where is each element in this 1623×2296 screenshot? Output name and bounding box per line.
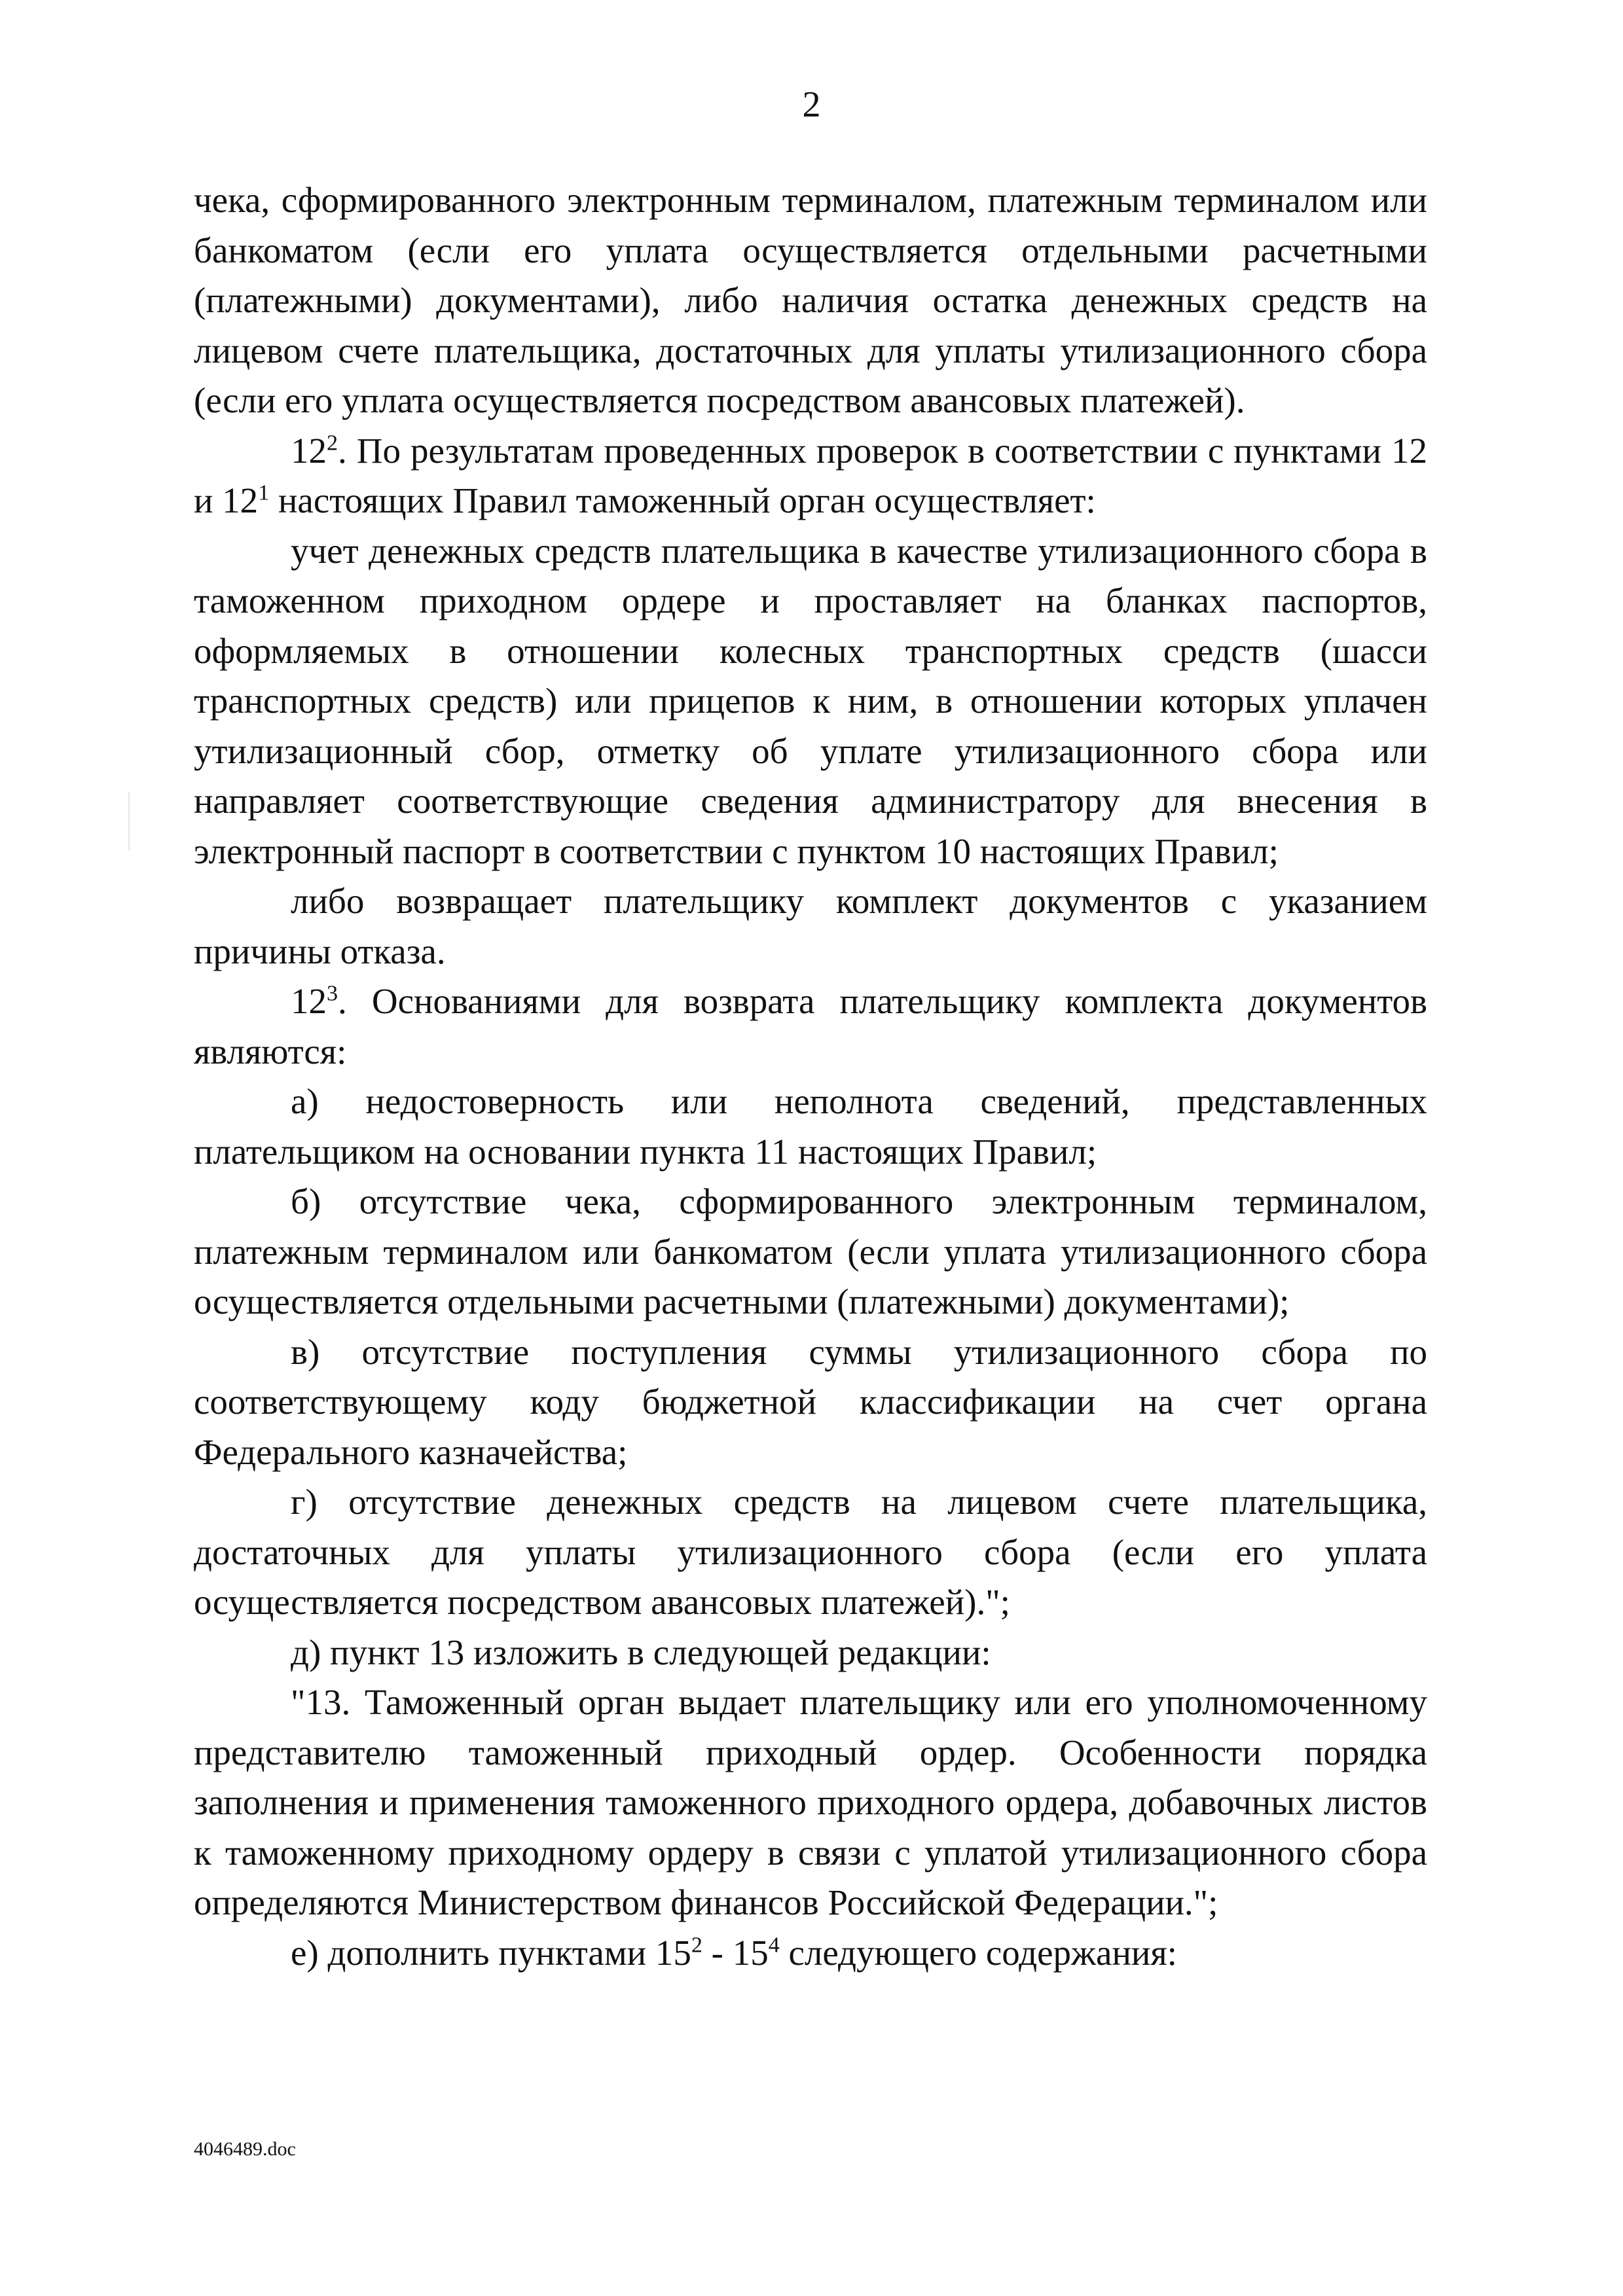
paragraph-p6: [194, 1077, 1427, 1177]
superscript: 2: [691, 1933, 702, 1958]
paragraph-p5: [194, 977, 1427, 1077]
paragraph-p3: [194, 526, 1427, 877]
paragraph-p7: [194, 1177, 1427, 1327]
text-run: чека, сформированного электронным терминалом, платежным терминалом или банкоматом (если его уплата осуществляется отдельными расчетными (платежными) документами), либо наличия остатка денежных средств на лицевом счете плательщика, достаточных для уплаты утилизационного сбора (если его уплата осуществляется посредством авансовых платежей).: [194, 180, 1427, 420]
text-run: "13. Таможенный орган выдает плательщику или его уполномоченному представителю таможенный приходный ордер. Особенности порядка заполнения и применения таможенного приходного ордера, добавочных листов к таможенному приходному ордеру в связи с уплатой утилизационного сбора определяются Министерством финансов Российской Федерации.";: [194, 1682, 1427, 1922]
paragraph-p8: [194, 1327, 1427, 1478]
paragraph-p12: [194, 1928, 1427, 1979]
text-run: б) отсутствие чека, сформированного электронным терминалом, платежным терминалом или банкоматом (если уплата утилизационного сбора осуществляется отдельными расчетными (платежными) документами);: [194, 1181, 1427, 1321]
text-run: либо возвращает плательщику комплект документов с указанием причины отказа.: [194, 881, 1427, 971]
text-run: - 15: [702, 1932, 769, 1973]
text-run: учет денежных средств плательщика в качестве утилизационного сбора в таможенном приходном ордере и проставляет на бланках паспортов, оформляемых в отношении колесных транспортных средств (шасси транспортных средств) или прицепов к ним, в отношении которых уплачен утилизационный сбор, отметку об уплате утилизационного сбора или направляет соответствующие сведения администратору для внесения в электронный паспорт в соответствии с пунктом 10 настоящих Правил;: [194, 530, 1427, 871]
text-run: 12: [291, 430, 327, 471]
text-run: г) отсутствие денежных средств на лицевом счете плательщика, достаточных для уплаты утилизационного сбора (если его уплата осуществляется посредством авансовых платежей).";: [194, 1482, 1427, 1622]
text-run: настоящих Правил таможенный орган осуществляет:: [269, 480, 1096, 520]
superscript: 3: [327, 981, 338, 1006]
text-run: . По результатам проведенных проверок в соответствии с пунктами 12 и 12: [194, 430, 1427, 520]
text-run: а) недостоверность или неполнота сведений, представленных плательщиком на основании пункта 11 настоящих Правил;: [194, 1081, 1427, 1172]
text-run: . Основаниями для возврата плательщику комплекта документов являются:: [194, 981, 1427, 1071]
superscript: 4: [768, 1933, 780, 1958]
text-run: 12: [291, 981, 327, 1021]
superscript: 1: [258, 480, 270, 505]
paragraph-p4: [194, 876, 1427, 977]
paragraph-p11: [194, 1677, 1427, 1928]
superscript: 2: [327, 431, 338, 456]
text-run: е) дополнить пунктами 15: [291, 1932, 691, 1973]
text-run: следующего содержания:: [779, 1932, 1177, 1973]
paragraph-p10: [194, 1628, 1427, 1678]
footer-file-code: 4046489.doc: [194, 2138, 296, 2160]
page-number: 2: [802, 84, 821, 125]
scan-artifact: [128, 792, 130, 851]
text-run: в) отсутствие поступления суммы утилизационного сбора по соответствующему коду бюджетной классификации на счет органа Федерального казначейства;: [194, 1331, 1427, 1472]
document-body: [194, 175, 1427, 1978]
paragraph-p9: [194, 1477, 1427, 1628]
paragraph-p2: [194, 426, 1427, 526]
text-run: д) пункт 13 изложить в следующей редакции:: [291, 1632, 991, 1672]
paragraph-p1: [194, 175, 1427, 426]
